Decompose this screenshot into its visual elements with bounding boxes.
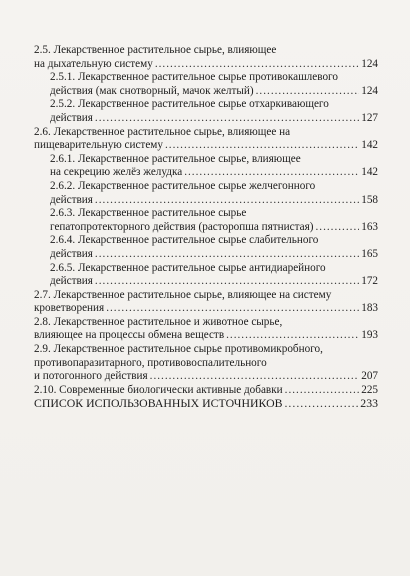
page-number: 207: [361, 370, 378, 383]
page-number: 124: [361, 57, 378, 70]
toc-entry-text: 2.6.5. Лекарственное растительное сырье антидиарейного: [50, 261, 326, 274]
toc-entry: [50, 98, 378, 125]
dot-leader: [155, 58, 359, 72]
dot-leader: [165, 139, 359, 153]
toc-entry-text: 2.6.1. Лекарственное растительное сырье, влияющее: [50, 152, 301, 165]
toc-entry-text: кроветворения: [34, 302, 105, 315]
toc-entry-text: 2.8. Лекарственное растительное и животное сырье,: [34, 315, 283, 328]
toc-entry-text: 2.9. Лекарственное растительное сырье противомикробного,: [34, 343, 323, 356]
toc-entry-text: действия (мак снотворный, мачок желтый): [50, 84, 254, 97]
dot-leader: [95, 112, 359, 126]
dot-leader: [106, 302, 359, 316]
dot-leader: [285, 384, 360, 398]
page-number: 193: [361, 329, 378, 342]
toc-entry-text: 2.6.4. Лекарственное растительное сырье слабительного: [50, 234, 319, 247]
toc-entry: [50, 207, 378, 234]
toc-entry-text: СПИСОК ИСПОЛЬЗОВАННЫХ ИСТОЧНИКОВ: [34, 396, 283, 411]
toc-entry-text: действия: [50, 111, 93, 124]
page-number: 233: [360, 396, 378, 411]
toc-entry: [34, 289, 378, 316]
dot-leader: [95, 275, 359, 289]
toc-entry-text: 2.6.3. Лекарственное растительное сырье: [50, 207, 247, 220]
dot-leader: [95, 248, 359, 262]
dot-leader: [256, 85, 360, 99]
toc-entry-text: действия: [50, 247, 93, 260]
dot-leader: [184, 166, 359, 180]
page-number: 163: [361, 220, 378, 233]
page-number: 142: [361, 166, 378, 179]
toc-entry-text: 2.10. Современные биологически активные добавки: [34, 383, 283, 396]
toc-entry: [34, 397, 378, 411]
toc-entry: [50, 180, 378, 207]
toc-entry: [34, 44, 378, 71]
toc-entry-text: и потогонного действия: [34, 370, 148, 383]
toc-entry-text: гепатопротекторного действия (расторопша пятнистая): [50, 220, 314, 233]
toc-entry-text: 2.5.2. Лекарственное растительное сырье отхаркивающего: [50, 98, 329, 111]
toc-entry-text: 2.5. Лекарственное растительное сырье, влияющее: [34, 44, 277, 56]
toc-entry: [34, 384, 378, 398]
toc-entry-text: 2.6. Лекарственное растительное сырье, влияющее на: [34, 125, 291, 138]
page-number: 225: [361, 383, 378, 396]
toc-entry: [50, 234, 378, 261]
toc-entry: [34, 343, 378, 384]
toc-entry: [34, 126, 378, 153]
dot-leader: [95, 194, 359, 208]
toc-entry-text: на секрецию желёз желудка: [50, 166, 183, 179]
toc-entry: [50, 153, 378, 180]
page-number: 127: [361, 111, 378, 124]
toc-entry-text: действия: [50, 275, 93, 288]
toc-entry: [50, 71, 378, 98]
dot-leader: [226, 329, 359, 343]
dot-leader: [150, 370, 360, 384]
dot-leader: [284, 397, 358, 411]
page-number: 124: [361, 84, 378, 97]
page-number: 158: [361, 193, 378, 206]
table-of-contents: [0, 44, 410, 411]
page-number: 172: [361, 275, 378, 288]
page-number: 165: [361, 247, 378, 260]
toc-entry-text: пищеварительную систему: [34, 139, 163, 152]
toc-entry-text: противопаразитарного, противовоспалительного: [34, 356, 267, 369]
toc-entry-text: 2.6.2. Лекарственное растительное сырье желчегонного: [50, 179, 316, 192]
page-number: 142: [361, 139, 378, 152]
toc-entry: [50, 262, 378, 289]
dot-leader: [315, 221, 359, 235]
toc-entry-text: на дыхательную систему: [34, 57, 153, 70]
toc-entry-text: действия: [50, 193, 93, 206]
page-number: 183: [361, 302, 378, 315]
toc-entry-text: 2.7. Лекарственное растительное сырье, влияющее на систему: [34, 288, 332, 301]
toc-entry-text: влияющее на процессы обмена веществ: [34, 329, 225, 342]
toc-entry-text: 2.5.1. Лекарственное растительное сырье противокашлевого: [50, 71, 338, 84]
toc-entry: [34, 316, 378, 343]
